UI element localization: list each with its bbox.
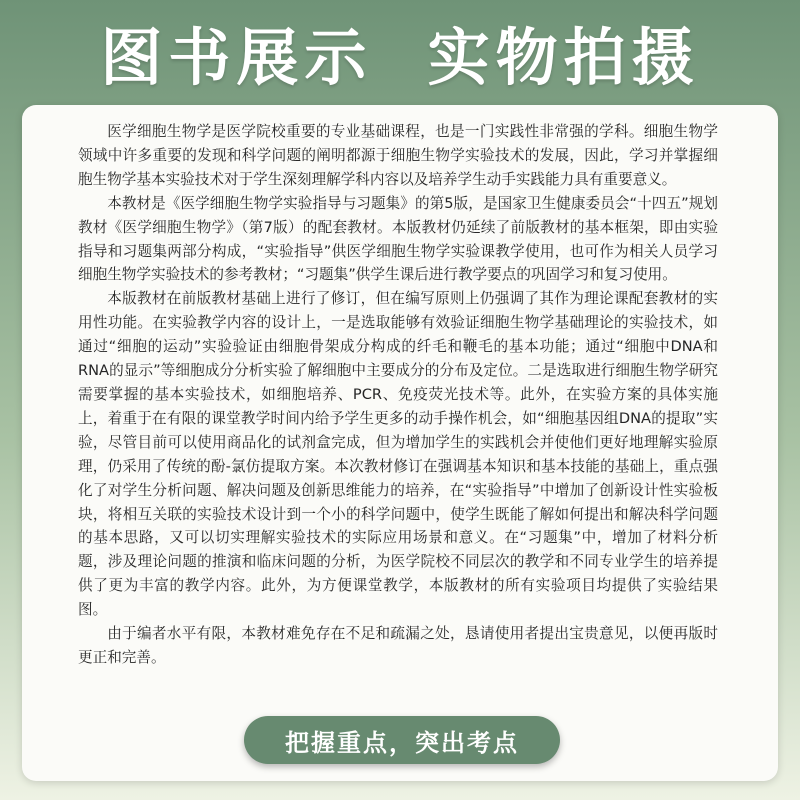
banner-title: 图书展示 实物拍摄 [100, 21, 700, 94]
paragraph: 由于编者水平有限，本教材难免存在不足和疏漏之处，恳请使用者提出宝贵意见，以便再版时更正和完善。 [78, 625, 718, 666]
highlight-badge-label: 把握重点，突出考点 [285, 728, 519, 757]
document-body [78, 120, 718, 670]
paragraph: 本教材是《医学细胞生物学实验指导与习题集》的第5版，是国家卫生健康委员会“十四五”规划教材《医学细胞生物学》（第7版）的配套教材。本版教材仍延续了前版教材的基本框架，即由实验指导和习题集两部分构成，“实验指导”供医学细胞生物学实验课教学使用，也可作为相关人员学习细胞生物学实验技术的参考教材；“习题集”供学生课后进行教学要点的巩固学习和复习使用。 [78, 194, 718, 284]
paragraph: 医学细胞生物学是医学院校重要的专业基础课程，也是一门实践性非常强的学科。细胞生物学领域中许多重要的发现和科学问题的阐明都源于细胞生物学实验技术的发展，因此，学习并掌握细胞生物学基本实验技术对于学生深刻理解学科内容以及培养学生动手实践能力具有重要意义。 [78, 123, 718, 188]
paragraph: 本版教材在前版教材基础上进行了修订，但在编写原则上仍强调了其作为理论课配套教材的实用性功能。在实验教学内容的设计上，一是选取能够有效验证细胞生物学基础理论的实验技术，如通过“细胞的运动”实验验证由细胞骨架成分构成的纤毛和鞭毛的基本功能；通过“细胞中DNA和RNA的显示”等细胞成分分析实验了解细胞中主要成分的分布及定位。二是选取进行细胞生物学研究需要掌握的基本实验技术，如细胞培养、PCR、免疫荧光技术等。此外，在实验方案的具体实施上，着重于在有限的课堂教学时间内给予学生更多的动手操作机会，如“细胞基因组DNA的提取”实验，尽管目前可以使用商品化的试剂盒完成，但为增加学生的实践机会并使他们更好地理解实验原理，仍采用了传统的酚-氯仿提取方案。本次教材修订在强调基本知识和基本技能的基础上，重点强化了对学生分析问题、解决问题及创新思维能力的培养，在“实验指导”中增加了创新设计性实验板块，将相互关联的实验技术设计到一个小的科学问题中，使学生既能了解如何提出和解决科学问题的基本思路，又可以切实理解实验技术的实际应用场景和意义。在“习题集”中，增加了材料分析题，涉及理论问题的推演和临床问题的分析，为医学院校不同层次的教学和不同专业学生的培养提供了更为丰富的教学内容。此外，为方便课堂教学，本版教材的所有实验项目均提供了实验结果图。 [78, 290, 718, 619]
banner [0, 0, 800, 105]
highlight-badge [244, 716, 560, 764]
